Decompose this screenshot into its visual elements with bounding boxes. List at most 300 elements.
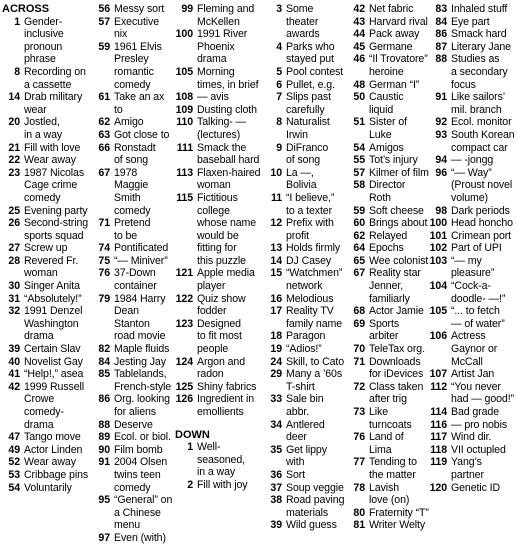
clue-item: [264, 519, 346, 532]
clue-item: [2, 368, 90, 381]
clue-item: [347, 456, 429, 481]
clue-number: 116: [430, 418, 447, 431]
clue-text: Pretend to be: [114, 217, 151, 242]
clue-number: 35: [270, 443, 282, 456]
clue-text: Ecol. monitor: [451, 116, 512, 129]
clue-number: 38: [270, 494, 282, 507]
clue-number: 101: [429, 229, 447, 242]
clue-text: Fraternity “T”: [369, 506, 429, 519]
clue-text: “— Way” (Proust novel volume): [451, 166, 513, 204]
clue-text: 1978 Maggie Smith comedy: [114, 166, 151, 217]
clue-item: [429, 330, 517, 368]
clue-item: [2, 343, 90, 356]
clue-text: Maple fluids: [114, 343, 170, 356]
clue-text: Harvard rival: [369, 15, 428, 28]
clue-item: [429, 305, 517, 330]
clue-number: 115: [176, 191, 193, 204]
clue-number: 39: [270, 519, 282, 532]
clue-number: 30: [8, 280, 20, 293]
clue-number: 118: [430, 443, 447, 456]
clue-number: 98: [435, 204, 447, 217]
clue-text: Like turncoats: [369, 406, 412, 431]
clue-text: Prefix with profit: [286, 217, 334, 242]
clue-number: 23: [8, 166, 20, 179]
clue-item: [175, 142, 263, 167]
clue-number: 28: [8, 254, 20, 267]
clue-number: 21: [8, 141, 20, 154]
clue-text: Pool contest: [286, 65, 344, 78]
clue-column: [264, 3, 346, 532]
clue-text: “Il Trovatore” heroine: [369, 53, 428, 78]
clue-item: [175, 3, 263, 28]
clue-number: 86: [98, 393, 110, 406]
clue-text: Crimean port: [451, 229, 512, 242]
clue-item: [347, 41, 429, 54]
clue-number: 60: [353, 217, 365, 230]
clue-item: [264, 356, 346, 369]
clue-text: Relayed: [369, 229, 408, 242]
clue-text: Pullet, e.g.: [286, 78, 335, 91]
clue-item: [92, 167, 174, 217]
clue-item: [347, 79, 429, 92]
clue-text: Flaxen-haired woman: [197, 166, 261, 192]
clue-number: 100: [429, 217, 447, 230]
clue-number: 73: [353, 406, 365, 418]
clue-number: 83: [435, 3, 447, 15]
clue-text: Melodious: [286, 292, 334, 305]
clue-item: [347, 343, 429, 356]
clue-item: [2, 142, 90, 155]
clue-number: 126: [175, 393, 193, 406]
clue-item: [92, 343, 174, 356]
clue-text: Studies as a secondary focus: [451, 53, 508, 91]
clue-number: 29: [270, 368, 282, 381]
clue-number: 108: [175, 91, 193, 104]
clue-number: 87: [435, 40, 447, 53]
clue-item: [175, 381, 263, 394]
clue-text: Shiny fabrics: [197, 380, 257, 393]
clue-number: 7: [276, 91, 282, 104]
clue-number: 88: [435, 53, 447, 66]
clue-item: [92, 217, 174, 242]
clue-item: [2, 469, 90, 482]
clue-item: [429, 129, 517, 154]
clue-text: Amigos: [369, 141, 404, 154]
clue-number: 82: [98, 343, 110, 356]
clue-item: [2, 16, 90, 66]
clue-text: Pack away: [369, 28, 420, 41]
clue-number: 17: [270, 305, 282, 318]
clue-item: [429, 444, 517, 457]
clue-item: [429, 230, 517, 243]
clue-item: [347, 242, 429, 255]
clue-number: 14: [270, 254, 282, 267]
clue-number: 68: [353, 305, 365, 318]
clue-text: Novelist Gay: [24, 355, 83, 368]
clue-text: “You never had — good!”: [451, 380, 514, 406]
clue-text: Talking- — (lectures): [197, 116, 247, 141]
clue-number: 67: [98, 166, 110, 179]
clue-text: “Adios!”: [286, 343, 322, 356]
clue-text: Yang’s partner: [451, 456, 484, 481]
clue-text: Some theater awards: [286, 3, 320, 41]
clue-item: [175, 66, 263, 91]
clue-text: Singer Anita: [24, 280, 80, 293]
clue-text: Get lippy with: [286, 443, 327, 469]
clue-item: [429, 91, 517, 116]
clue-item: [92, 267, 174, 292]
clue-item: [264, 66, 346, 79]
clue-number: 91: [435, 91, 447, 104]
clue-text: “I believe,” to a texter: [286, 191, 335, 217]
clue-text: Ronstadt of song: [114, 141, 156, 167]
clue-item: [429, 41, 517, 54]
clue-text: Downloads for iDevices: [369, 355, 424, 381]
clue-text: Lavish love (on): [369, 481, 410, 507]
clue-item: [175, 28, 263, 66]
clue-item: [429, 116, 517, 129]
clue-text: 1991 River Phoenix drama: [197, 28, 248, 66]
clue-text: Wear away: [24, 456, 76, 469]
clue-item: [347, 28, 429, 41]
clue-number: 12: [270, 217, 282, 230]
clue-text: Head honcho: [451, 217, 513, 230]
clue-item: [92, 255, 174, 268]
clue-number: 123: [175, 317, 193, 330]
clue-item: [347, 507, 429, 520]
clue-item: [429, 3, 517, 16]
clue-number: 42: [353, 3, 365, 15]
clue-text: 37-Down container: [114, 267, 157, 293]
clue-item: [2, 280, 90, 293]
clue-text: Quiz show fodder: [197, 292, 246, 318]
clue-number: 106: [429, 330, 447, 343]
clue-number: 11: [271, 191, 282, 204]
clue-text: Ecol. or biol.: [114, 431, 171, 444]
clue-item: [2, 66, 90, 91]
clue-item: [347, 116, 429, 141]
clue-item: [2, 456, 90, 469]
clue-text: Wild guess: [286, 519, 337, 532]
clue-number: 58: [353, 179, 365, 192]
clue-item: [2, 242, 90, 255]
clue-text: Land of Lima: [369, 431, 404, 456]
clue-item: [429, 16, 517, 29]
clue-number: 95: [98, 494, 110, 507]
clue-item: [429, 167, 517, 205]
clue-number: 67: [353, 267, 365, 280]
clue-text: Amigo: [114, 116, 144, 129]
clue-item: [264, 79, 346, 92]
clue-number: 13: [270, 242, 282, 255]
clue-text: VII octupled: [451, 443, 506, 456]
clue-text: Executive nix: [114, 15, 160, 41]
clue-item: [264, 192, 346, 217]
clue-number: 105: [175, 65, 193, 78]
across-header: ACROSS: [2, 3, 50, 15]
clue-text: Director Roth: [369, 179, 406, 204]
clue-item: [264, 419, 346, 444]
clue-text: Sale bin abbr.: [286, 393, 324, 418]
clue-number: 20: [8, 116, 20, 129]
clue-column: [2, 3, 90, 494]
clue-text: Revered Fr. woman: [24, 254, 79, 280]
clue-item: [264, 343, 346, 356]
clue-number: 62: [353, 229, 365, 242]
clue-number: 9: [276, 141, 282, 154]
clue-number: 14: [8, 91, 20, 104]
clue-number: 27: [8, 242, 20, 255]
clue-item: [264, 142, 346, 167]
clue-number: 33: [270, 393, 282, 406]
clue-number: 42: [8, 380, 20, 393]
clue-text: South Korean compact car: [451, 128, 515, 154]
clue-number: 104: [429, 280, 447, 293]
clue-item: [429, 28, 517, 41]
clue-text: “General” on a Chinese menu: [114, 494, 173, 532]
clue-text: 1961 Elvis Presley romantic comedy: [114, 40, 162, 91]
clue-item: [264, 255, 346, 268]
clue-text: Holds firmly: [286, 242, 341, 255]
clue-item: [429, 368, 517, 381]
clue-item: [347, 255, 429, 268]
clue-text: Jesting Jay: [114, 355, 166, 368]
clue-number: 117: [430, 431, 447, 444]
clue-item: [347, 53, 429, 78]
clue-number: 40: [8, 355, 20, 368]
clue-item: [429, 419, 517, 432]
clue-item: [2, 154, 90, 167]
clue-text: Gender- inclusive pronoun phrase: [24, 15, 64, 66]
clue-text: Tango move: [24, 431, 81, 444]
clue-number: 93: [435, 128, 447, 141]
clue-item: [429, 242, 517, 255]
clue-number: 63: [98, 128, 110, 141]
clue-number: 121: [175, 267, 193, 280]
down-header: DOWN: [175, 428, 210, 441]
clue-number: 54: [8, 481, 20, 494]
clue-item: [92, 41, 174, 91]
clue-text: Wind dir.: [451, 431, 492, 444]
clue-text: Pontificated: [114, 242, 169, 255]
clue-item: [2, 255, 90, 280]
clue-number: 55: [353, 154, 365, 167]
clue-text: DiFranco of song: [286, 141, 329, 167]
clue-number: 34: [270, 418, 282, 431]
clue-item: [429, 217, 517, 230]
clue-text: Cribbage pins: [24, 468, 89, 481]
clue-text: Soup veggie: [286, 481, 344, 494]
clue-number: 45: [353, 40, 365, 53]
clue-text: 1991 Denzel Washington drama: [24, 305, 83, 343]
clue-number: 125: [175, 380, 193, 393]
clue-number: 3: [276, 3, 282, 15]
clue-item: [429, 255, 517, 280]
clue-number: 102: [429, 242, 447, 255]
clue-number: 24: [270, 355, 282, 368]
clue-text: Voluntarily: [24, 481, 72, 494]
clue-text: Fill with joy: [197, 478, 248, 491]
clue-number: 62: [98, 116, 110, 129]
clue-text: Argon and radon: [197, 355, 245, 381]
clue-text: Epochs: [369, 242, 404, 255]
clue-number: 114: [430, 406, 447, 418]
clue-item: [2, 116, 90, 141]
clue-number: 120: [429, 481, 447, 494]
clue-text: Skill, to Cato: [286, 355, 345, 368]
clue-item: [92, 91, 174, 116]
clue-number: 61: [98, 91, 110, 104]
clue-number: 44: [353, 28, 365, 41]
clue-number: 76: [98, 267, 110, 280]
clue-text: Part of UPI: [451, 242, 502, 255]
clue-number: 86: [435, 28, 447, 41]
clue-number: 91: [98, 456, 110, 469]
clue-text: Fill with love: [24, 141, 81, 154]
clue-text: Tablelands, French-style: [114, 368, 172, 393]
clue-item: [347, 217, 429, 230]
clue-number: 1: [14, 15, 20, 28]
clue-item: [264, 217, 346, 242]
clue-number: 6: [276, 78, 282, 91]
clue-text: — pro nobis: [451, 418, 508, 431]
clue-text: Designed to fit most people: [197, 317, 242, 356]
clue-item: [264, 368, 346, 393]
clue-item: [347, 230, 429, 243]
clue-text: “Absolutely!”: [24, 292, 82, 305]
clue-number: 65: [353, 254, 365, 267]
clue-text: Recording on a cassette: [24, 65, 86, 91]
clue-number: 99: [181, 3, 193, 15]
clue-text: Jostled, in a way: [24, 116, 63, 141]
clue-text: Smack the baseball hard: [197, 141, 260, 167]
clue-text: Fleming and McKellen: [197, 3, 255, 28]
clue-item: [92, 242, 174, 255]
clue-text: Sister of Luke: [369, 116, 407, 141]
clue-item: [175, 192, 263, 268]
clue-text: Germane: [369, 40, 413, 53]
clue-text: “Watchmen” network: [286, 267, 343, 293]
clue-item: [92, 444, 174, 457]
clue-item: [429, 406, 517, 419]
clue-text: Caustic liquid: [369, 91, 404, 116]
clue-number: 26: [8, 217, 20, 230]
clue-number: 52: [8, 456, 20, 469]
clue-item: [264, 116, 346, 141]
clue-text: Dark periods: [451, 204, 510, 217]
clue-item: [92, 3, 174, 16]
clue-item: [429, 154, 517, 167]
clue-item: [2, 205, 90, 218]
clue-number: 18: [270, 330, 282, 343]
clue-item: [175, 356, 263, 381]
clue-number: 112: [430, 380, 447, 393]
clue-item: [429, 53, 517, 91]
clue-item: [429, 280, 517, 305]
clue-number: 100: [175, 28, 193, 41]
clue-text: “... to fetch — of water”: [451, 305, 505, 330]
clue-text: Screw up: [24, 242, 68, 255]
clue-item: [347, 3, 429, 16]
clue-number: 41: [8, 368, 20, 381]
clue-item: [347, 205, 429, 218]
clue-number: 107: [429, 368, 447, 381]
clue-item: [175, 293, 263, 318]
clue-item: [347, 381, 429, 406]
clue-text: Certain Slav: [24, 343, 81, 356]
clue-text: Antlered deer: [286, 418, 325, 444]
clue-item: [347, 179, 429, 204]
clue-item: [347, 482, 429, 507]
clue-number: 53: [8, 468, 20, 481]
clue-number: 92: [435, 116, 447, 129]
clue-item: [92, 356, 174, 369]
clue-text: Even (with): [114, 531, 166, 544]
clue-item: [175, 104, 263, 117]
clue-item: [2, 482, 90, 495]
clue-text: 1987 Nicolas Cage crime comedy: [24, 166, 85, 204]
clue-number: 89: [98, 431, 110, 444]
clue-item: [347, 91, 429, 116]
clue-number: 113: [176, 166, 193, 179]
clue-item: [347, 318, 429, 343]
clue-item: [264, 494, 346, 519]
clue-number: 70: [353, 343, 365, 356]
clue-text: Eye part: [451, 15, 490, 28]
clue-item: [264, 3, 346, 41]
clue-text: — avis: [197, 91, 229, 104]
clue-item: [347, 406, 429, 431]
clue-number: 90: [98, 443, 110, 456]
clue-number: 5: [276, 65, 282, 78]
clue-item: [264, 242, 346, 255]
clue-number: 43: [353, 15, 365, 28]
clue-item: [2, 217, 90, 242]
clue-text: Many a ’60s T-shirt: [286, 368, 343, 393]
clue-number: 59: [353, 204, 365, 217]
clue-text: Actress Gaynor or McCall: [451, 330, 498, 368]
clue-text: Sort: [286, 468, 306, 481]
clue-text: Got close to: [114, 128, 170, 141]
clue-item: [429, 381, 517, 406]
clue-number: 56: [98, 3, 110, 15]
clue-number: 69: [353, 317, 365, 330]
clue-item: [175, 91, 263, 104]
clue-number: 94: [435, 154, 447, 167]
clue-number: 57: [353, 166, 365, 179]
clue-text: Paragon: [286, 330, 326, 343]
clue-item: [2, 91, 90, 116]
clue-text: “— my pleasure”: [451, 254, 495, 280]
clue-item: [175, 393, 263, 418]
clue-text: Messy sort: [114, 3, 165, 15]
clue-text: Like sailors’ mil. branch: [451, 91, 506, 116]
clue-item: [2, 356, 90, 369]
clue-number: 54: [353, 141, 365, 154]
clue-item: [264, 482, 346, 495]
clue-number: 57: [98, 15, 110, 28]
clue-text: “Cock-a- doodle- —!”: [451, 280, 506, 305]
clue-item: [92, 129, 174, 142]
clue-number: 16: [270, 292, 282, 305]
clue-text: Sports arbiter: [369, 317, 400, 343]
clue-number: 48: [353, 78, 365, 91]
clue-item: [347, 167, 429, 180]
clue-item: [92, 393, 174, 418]
clue-item: [264, 41, 346, 66]
clue-item: [2, 293, 90, 306]
clue-text: La —, Bolivia: [286, 166, 317, 192]
